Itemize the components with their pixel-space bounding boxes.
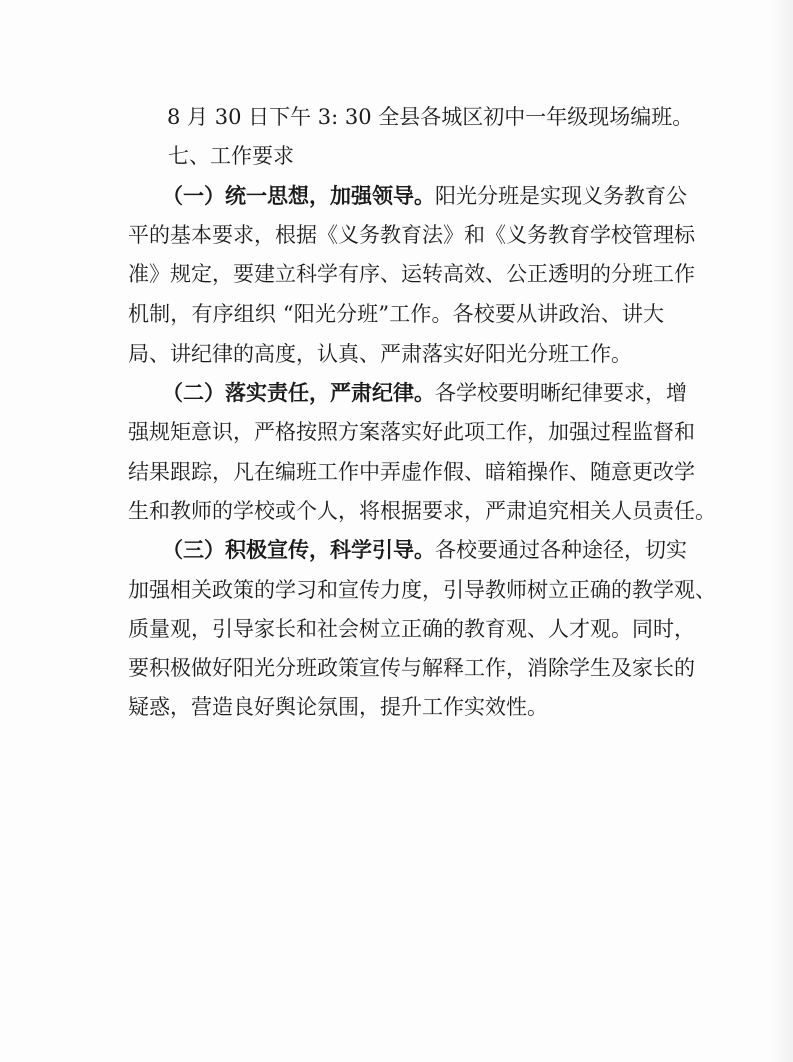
item-3-line-1: 加强相关政策的学习和宣传力度，引导教师树立正确的教学观、 xyxy=(128,578,716,602)
item-3-line-2: 质量观，引导家长和社会树立正确的教育观、人才观。同时， xyxy=(128,617,695,641)
item-1-line-1: 平的基本要求，根据《义务教育法》和《义务教育学校管理标 xyxy=(128,223,695,247)
schedule-text: 8 月 30 日下午 3: 30 全县各城区初中一年级现场编班。 xyxy=(167,105,694,129)
item-1-line xyxy=(128,339,632,369)
item-3-line xyxy=(128,575,716,605)
item-3-line-4: 疑惑，营造良好舆论氛围，提升工作实效性。 xyxy=(128,695,548,719)
item-3-line-0: 各校要通过各种途径，切实 xyxy=(435,538,687,562)
item-2-line xyxy=(128,496,716,526)
item-2-line xyxy=(128,457,695,487)
item-2-first-line xyxy=(162,378,687,408)
item-2-heading: （二）落实责任，严肃纪律。 xyxy=(162,380,435,405)
item-1-line xyxy=(128,259,695,289)
item-2-line xyxy=(128,417,695,447)
item-1-line-3: 机制，有序组织 “阳光分班”工作。各校要从讲政治、讲大 xyxy=(128,302,664,326)
item-2-line-3: 生和教师的学校或个人，将根据要求，严肃追究相关人员责任。 xyxy=(128,499,716,523)
item-1-line-0: 阳光分班是实现义务教育公 xyxy=(435,184,687,208)
item-1-line xyxy=(128,299,664,329)
item-2-line-0: 各学校要明晰纪律要求，增 xyxy=(435,381,687,405)
item-2-line-1: 强规矩意识，严格按照方案落实好此项工作，加强过程监督和 xyxy=(128,420,695,444)
section-heading xyxy=(168,141,294,171)
item-3-line xyxy=(128,614,695,644)
item-1-line-2: 准》规定，要建立科学有序、运转高效、公正透明的分班工作 xyxy=(128,262,695,286)
item-2-line-2: 结果跟踪，凡在编班工作中弄虚作假、暗箱操作、随意更改学 xyxy=(128,460,695,484)
item-1-line-4: 局、讲纪律的高度，认真、严肃落实好阳光分班工作。 xyxy=(128,342,632,366)
schedule-line xyxy=(167,102,693,132)
item-1-first-line xyxy=(162,181,687,211)
item-3-first-line xyxy=(162,535,687,565)
item-1-heading: （一）统一思想，加强领导。 xyxy=(162,183,435,208)
item-3-heading: （三）积极宣传，科学引导。 xyxy=(162,537,435,562)
item-1-line xyxy=(128,220,695,250)
section-heading-text: 七、工作要求 xyxy=(168,144,294,168)
item-3-line-3: 要积极做好阳光分班政策宣传与解释工作，消除学生及家长的 xyxy=(128,656,695,680)
item-3-line xyxy=(128,692,548,722)
item-3-line xyxy=(128,653,695,683)
scan-edge-shadow xyxy=(769,0,793,1062)
